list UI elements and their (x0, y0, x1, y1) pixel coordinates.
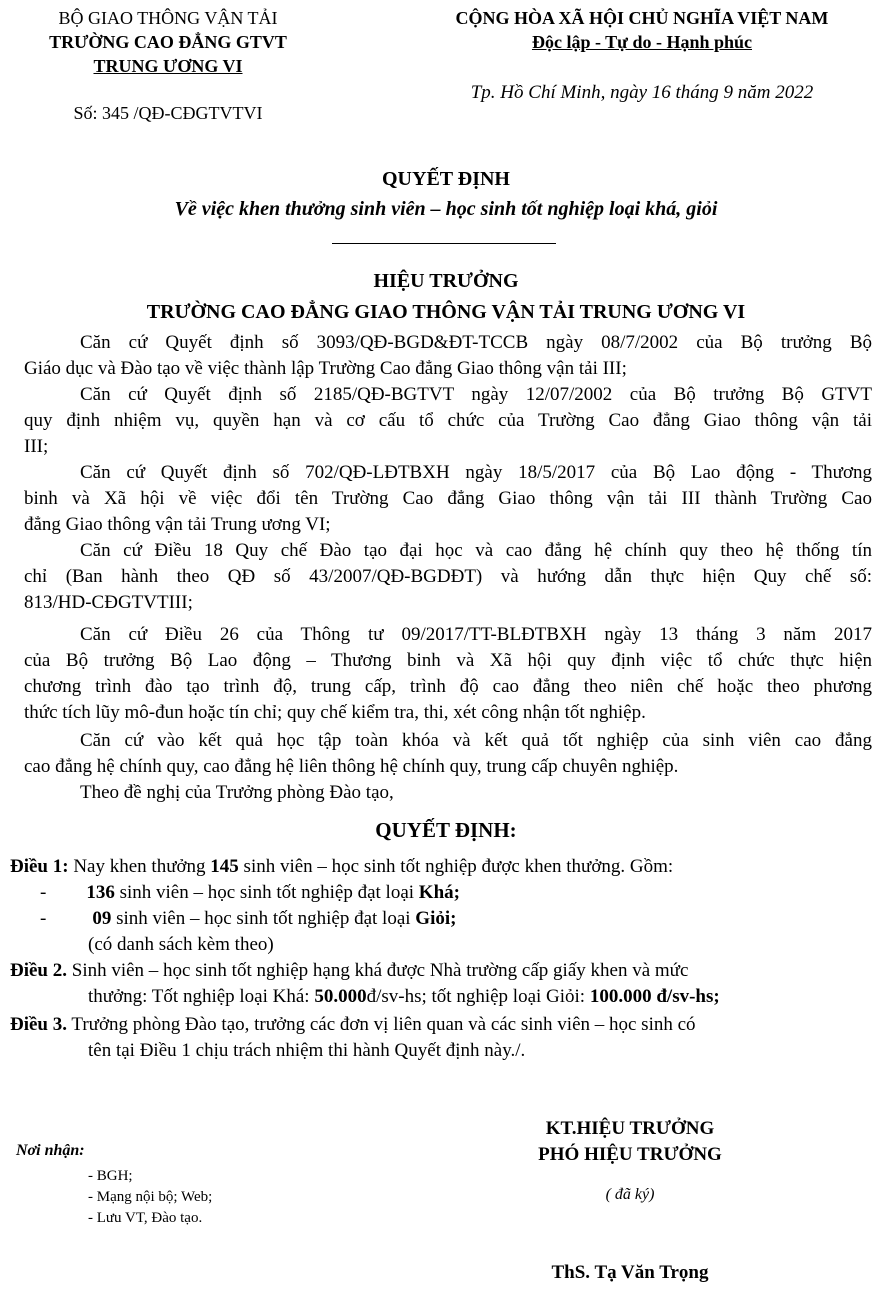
preamble-line: 813/HD-CĐGTVTIII; (24, 592, 193, 613)
preamble-line: Căn cứ Quyết định số 3093/QĐ-BGD&ĐT-TCCB ngày 08/7/2002 của Bộ trưởng Bộ (80, 332, 872, 353)
article-2-amounts (88, 986, 892, 1008)
authority-school: TRƯỜNG CAO ĐẲNG GIAO THÔNG VẬN TẢI TRUNG ƯƠNG VI (146, 301, 746, 323)
preamble-line: Theo đề nghị của Trưởng phòng Đào tạo, (80, 782, 394, 803)
article-2 (10, 960, 858, 982)
preamble-line: chỉ (Ban hành theo QĐ số 43/2007/QĐ-BGDĐT) và hướng dẫn thực hiện Quy chế số: (24, 566, 872, 587)
ministry-name: BỘ GIAO THÔNG VẬN TẢI (58, 8, 278, 28)
school-name-line2: TRUNG ƯƠNG VI (93, 56, 243, 76)
gioi-count: 09 (92, 908, 112, 929)
bullet-text: sinh viên – học sinh tốt nghiệp đạt loại (111, 908, 416, 929)
preamble-line: Giáo dục và Đào tạo về việc thành lập Trường Cao đẳng Giao thông vận tải III; (24, 358, 627, 379)
signer-name: ThS. Tạ Văn Trọng (551, 1262, 709, 1283)
article-2-text: Sinh viên – học sinh tốt nghiệp hạng khá được Nhà trường cấp giấy khen và mức (67, 960, 689, 981)
article-2-label: Điều 2. (10, 960, 67, 981)
preamble-line: Căn cứ Quyết định số 702/QĐ-LĐTBXH ngày 18/5/2017 của Bộ Lao động - Thương (80, 462, 872, 483)
decision-subject: Về việc khen thưởng sinh viên – học sinh tốt nghiệp loại khá, giỏi (174, 198, 718, 220)
recipient-item: - BGH; (88, 1168, 133, 1184)
signature-title-2: PHÓ HIỆU TRƯỞNG (538, 1144, 722, 1165)
motto: Độc lập - Tự do - Hạnh phúc (531, 32, 753, 52)
preamble-line: Căn cứ vào kết quả học tập toàn khóa và kết quả tốt nghiệp của sinh viên cao đẳng (80, 730, 872, 751)
document-number: Số: 345 /QĐ-CĐGTVTVI (73, 103, 263, 123)
bullet-kha (40, 882, 888, 904)
recipient-item: - Mạng nội bộ; Web; (88, 1189, 213, 1205)
bullet-text: sinh viên – học sinh tốt nghiệp đạt loại (114, 882, 419, 903)
signed-note: ( đã ký) (605, 1186, 655, 1203)
preamble-line: quy định nhiệm vụ, quyền hạn và cơ cấu tổ chức của Trường Cao đẳng Giao thông vận tải (24, 410, 872, 431)
signature-title-1: KT.HIỆU TRƯỞNG (545, 1118, 715, 1139)
preamble-line: III; (24, 436, 49, 457)
decision-heading: QUYẾT ĐỊNH: (375, 818, 517, 842)
title-divider (332, 243, 556, 244)
grade-gioi: Giỏi; (415, 908, 457, 929)
preamble-line: binh và Xã hội về việc đổi tên Trường Cao đẳng Giao thông vận tải III thành Trường Cao (24, 488, 872, 509)
total-count: 145 (210, 856, 239, 877)
school-name-line1: TRƯỜNG CAO ĐẲNG GTVT (49, 32, 287, 52)
article-3-line2: tên tại Điều 1 chịu trách nhiệm thi hành Quyết định này./. (88, 1040, 526, 1061)
attached-note: (có danh sách kèm theo) (88, 934, 274, 955)
amount-text: đ/sv-hs; tốt nghiệp loại Giỏi: (366, 986, 590, 1007)
grade-kha: Khá; (418, 882, 460, 903)
bullet-dash: - (40, 908, 47, 929)
place-date: Tp. Hồ Chí Minh, ngày 16 tháng 9 năm 2022 (470, 82, 814, 103)
article-1-text: sinh viên – học sinh tốt nghiệp được khen thưởng. Gồm: (238, 856, 674, 877)
article-1-text: Nay khen thưởng (68, 856, 211, 877)
kha-count: 136 (86, 882, 115, 903)
preamble-line: của Bộ trưởng Bộ Lao động – Thương binh và Xã hội quy định việc tổ chức thực hiện (24, 650, 872, 671)
bullet-gioi (40, 908, 888, 930)
preamble-line: chương trình đào tạo trình độ, trung cấp, trình độ cao đẳng theo niên chế hoặc theo phương (24, 676, 872, 697)
article-3 (10, 1014, 858, 1036)
preamble-line: Căn cứ Quyết định số 2185/QĐ-BGTVT ngày 12/07/2002 của Bộ trưởng Bộ GTVT (80, 384, 872, 405)
preamble-line: đẳng Giao thông vận tải Trung ương VI; (24, 514, 331, 535)
article-1-label: Điều 1: (10, 856, 69, 877)
amount-unit: đ/sv-hs; (651, 986, 720, 1007)
recipients-label: Nơi nhận: (16, 1142, 85, 1159)
amount-text: thưởng: Tốt nghiệp loại Khá: (88, 986, 315, 1007)
preamble-line: Căn cứ Điều 26 của Thông tư 09/2017/TT-BLĐTBXH ngày 13 tháng 3 năm 2017 (80, 624, 872, 645)
decision-title: QUYẾT ĐỊNH (382, 168, 510, 190)
article-1 (10, 856, 858, 878)
amount-kha: 50.000 (314, 986, 367, 1007)
preamble-line: thức tích lũy mô-đun hoặc tín chỉ; quy chế kiểm tra, thi, xét công nhận tốt nghiệp. (24, 702, 646, 723)
recipient-item: - Lưu VT, Đào tạo. (88, 1210, 203, 1226)
bullet-dash: - (40, 882, 47, 903)
preamble-line: cao đẳng hệ chính quy, cao đẳng hệ liên thông hệ chính quy, trung cấp chuyên nghiệp. (24, 756, 679, 777)
article-3-label: Điều 3. (10, 1014, 67, 1035)
preamble-line: Căn cứ Điều 18 Quy chế Đào tạo đại học và cao đẳng hệ chính quy theo hệ thống tín (80, 540, 872, 561)
authority-title: HIỆU TRƯỞNG (373, 270, 519, 292)
article-3-text: Trưởng phòng Đào tạo, trưởng các đơn vị liên quan và các sinh viên – học sinh có (67, 1014, 696, 1035)
nation-title: CỘNG HÒA XÃ HỘI CHỦ NGHĨA VIỆT NAM (455, 8, 829, 28)
amount-gioi: 100.000 (589, 986, 652, 1007)
